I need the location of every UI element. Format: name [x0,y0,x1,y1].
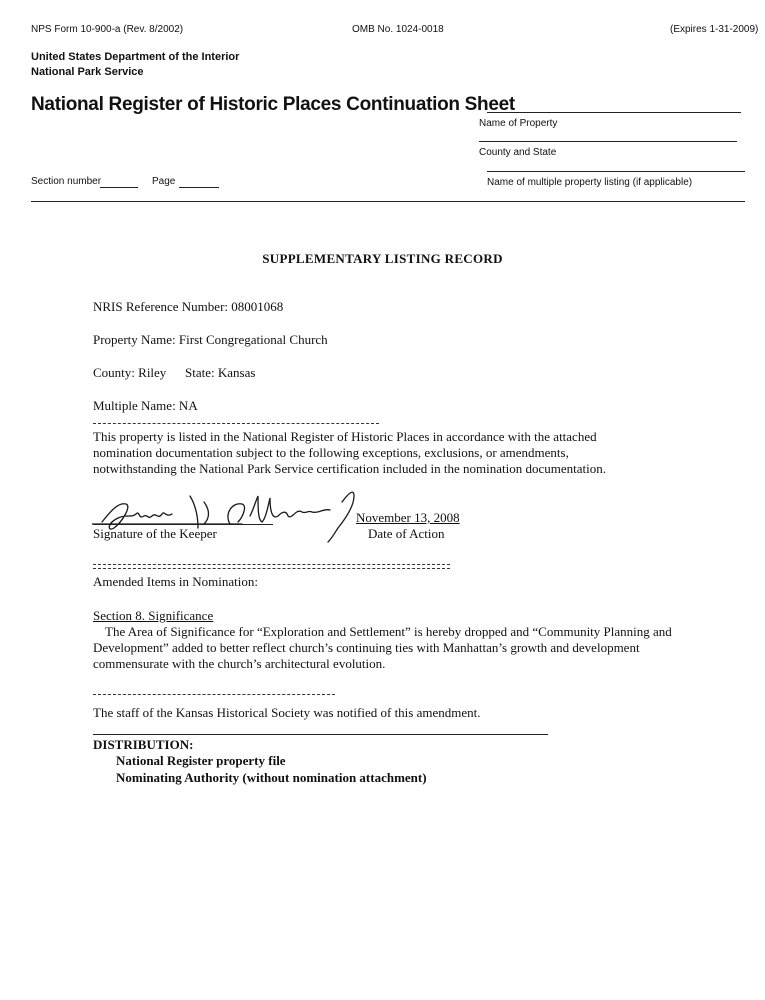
section-amendment-text: The Area of Significance for “Exploration and Settlement” is hereby dropped and “Community Planning and Development” added to better reflect church’s continuing ties with Manhattan’s growth and development commensurate with the church’s architectural evolution. [93,624,672,671]
amended-items-label: Amended Items in Nomination: [93,574,259,589]
distribution-item: Nominating Authority (without nomination attachment) [116,770,427,785]
section-number-blank [100,187,138,188]
signature-line [93,524,273,525]
header-divider [31,201,745,202]
multiple-listing-label: Name of multiple property listing (if applicable) [487,177,693,188]
notice-separator [93,694,335,695]
section-heading: Section 8. Significance [93,608,214,623]
county-state-label: County and State [479,147,557,158]
notification-notice: The staff of the Kansas Historical Society was notified of this amendment. [93,705,481,720]
county: County: Riley [93,365,167,380]
section-number-label: Section number [31,176,102,187]
property-name: Property Name: First Congregational Church [93,332,328,347]
nris-reference-number: NRIS Reference Number: 08001068 [93,299,284,314]
county-state-line [479,141,737,142]
multiple-name: Multiple Name: NA [93,398,198,413]
page-number-blank [179,187,219,188]
form-number: NPS Form 10-900-a (Rev. 8/2002) [31,24,184,35]
double-dashed-separator [93,564,450,569]
distribution-divider [93,734,548,735]
date-of-action-label: Date of Action [368,526,445,541]
service-name: National Park Service [31,66,144,78]
name-of-property-label: Name of Property [479,118,558,129]
state: State: Kansas [185,365,256,380]
page-title: National Register of Historic Places Continuation Sheet [31,94,515,115]
record-heading: SUPPLEMENTARY LISTING RECORD [262,251,503,266]
name-of-property-line [487,112,741,113]
action-date: November 13, 2008 [356,510,460,525]
listing-statement: This property is listed in the National Register of Historic Places in accordance with the attached nomination documentation subject to the following exceptions, exclusions, or amendments, notwithstanding the National Park Service certification included in the nomination documentation. [93,429,607,476]
multiple-listing-line [487,171,745,172]
department-name: United States Department of the Interior [31,51,240,63]
signature-label: Signature of the Keeper [93,526,217,541]
page-label: Page [152,176,176,187]
distribution-heading: DISTRIBUTION: [93,737,194,752]
dashed-separator [93,423,379,424]
omb-number: OMB No. 1024-0018 [352,24,444,35]
expiration-date: (Expires 1-31-2009) [670,24,759,35]
distribution-item: National Register property file [116,753,286,768]
